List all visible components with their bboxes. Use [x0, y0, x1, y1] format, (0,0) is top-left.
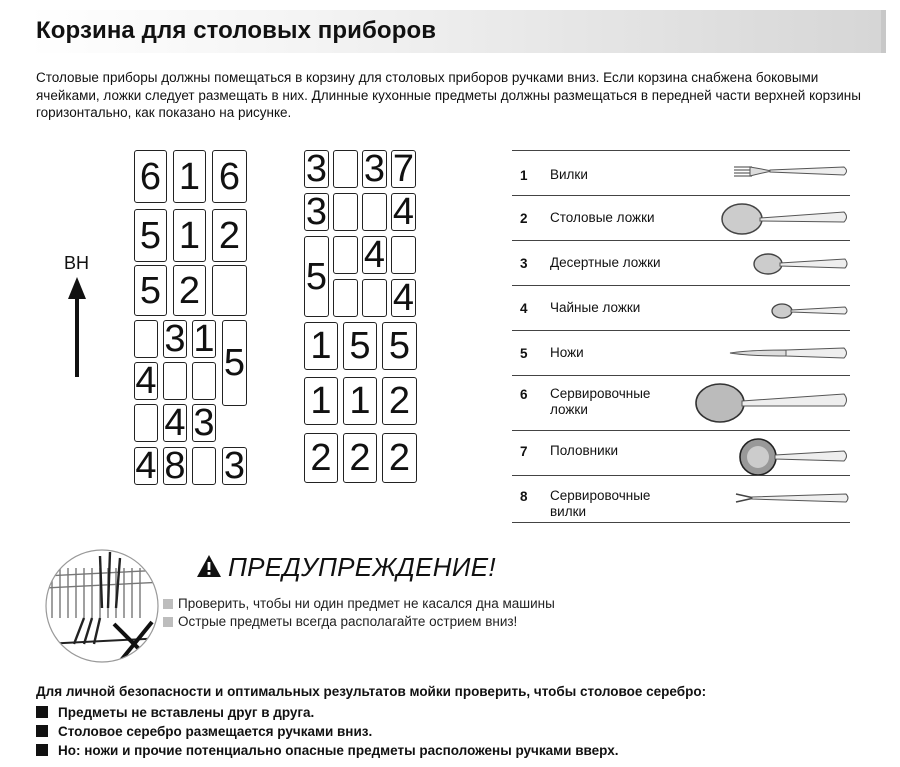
legend-number: 4 — [520, 301, 528, 316]
basket-cell: 4 — [392, 277, 415, 319]
legend-row — [512, 475, 850, 522]
basket-cell: 3 — [164, 318, 186, 360]
basket-cell: 5 — [343, 322, 377, 370]
tablespoon-icon — [720, 201, 850, 242]
safety-item: Столовое серебро размещается ручками вниз. — [36, 724, 372, 739]
basket-cell — [391, 236, 416, 274]
basket-cell: 2 — [382, 377, 417, 425]
basket-cell: 3 — [223, 445, 246, 487]
legend-number: 1 — [520, 168, 528, 183]
legend-name: Ножи — [550, 345, 584, 360]
legend-name: Половники — [550, 443, 619, 458]
bullet-square-icon — [36, 725, 48, 737]
basket-cell: 4 — [392, 191, 415, 233]
knife-icon — [728, 344, 850, 367]
legend-number: 7 — [520, 444, 528, 459]
basket-cell — [134, 404, 158, 442]
basket-cell: 5 — [134, 265, 167, 316]
basket-cell: 5 — [382, 322, 417, 370]
safety-item: Но: ножи и прочие потенциально опасные предметы расположены ручками вверх. — [36, 743, 618, 758]
fork-icon — [732, 161, 850, 186]
basket-cell: 5 — [222, 320, 247, 406]
basket-cell: 8 — [164, 445, 186, 487]
basket-cell: 1 — [173, 209, 206, 262]
title-bar — [28, 10, 886, 53]
basket-cell: 3 — [305, 148, 328, 190]
intro-text: Столовые приборы должны помещаться в корзину для столовых приборов ручками вниз. Если корзина снабжена боковыми ячейками, ложки следует размещать в них. Длинные кухонные предметы должны размещаться в передней части верхней корзины горизонтально, как показано на рисунке. — [36, 70, 861, 120]
legend-name: Вилки — [550, 167, 588, 182]
basket-cell: 6 — [212, 150, 247, 203]
teaspoon-icon — [770, 301, 850, 326]
basket-cell — [362, 193, 387, 231]
warning-title: ПРЕДУПРЕЖДЕНИЕ! — [228, 552, 496, 582]
serving-spoon-icon — [694, 381, 850, 430]
basket-cell: 4 — [363, 234, 386, 276]
basket-cell — [362, 279, 387, 317]
basket-cell — [134, 320, 158, 358]
legend-row — [512, 195, 850, 240]
legend-name: Сервировочные вилки — [550, 488, 651, 519]
legend-row — [512, 330, 850, 375]
page-title: Корзина для столовых приборов — [36, 17, 437, 44]
legend-name: Десертные ложки — [550, 255, 661, 270]
legend-row — [512, 285, 850, 330]
legend-bottom-rule — [512, 522, 850, 523]
basket-cell: 6 — [134, 150, 167, 203]
basket-cell — [192, 362, 216, 400]
basket-cell — [333, 236, 358, 274]
legend-row — [512, 240, 850, 285]
dessert-spoon-icon — [752, 251, 850, 282]
basket-cell: 2 — [212, 209, 247, 262]
basket-cell: 5 — [134, 209, 167, 262]
basket-cell: 1 — [193, 318, 215, 360]
legend-number: 3 — [520, 256, 528, 271]
basket-cell: 2 — [343, 433, 377, 483]
basket-cell: 3 — [363, 148, 386, 190]
basket-cell: 4 — [135, 360, 157, 402]
direction-label: ВН — [64, 253, 90, 273]
basket-cell: 4 — [164, 402, 186, 444]
bullet-square-icon — [163, 617, 173, 627]
basket-cell: 7 — [392, 148, 415, 190]
legend-name: Чайные ложки — [550, 300, 641, 315]
basket-cell — [333, 193, 358, 231]
serving-fork-icon — [734, 488, 850, 513]
basket-cell — [333, 279, 358, 317]
legend-row — [512, 430, 850, 475]
legend-row — [512, 375, 850, 430]
warning-item: Проверить, чтобы ни один предмет не касался дна машины — [163, 596, 555, 611]
basket-cell: 2 — [382, 433, 417, 483]
safety-heading: Для личной безопасности и оптимальных результатов мойки проверить, чтобы столовое серебро: — [36, 684, 707, 699]
bullet-square-icon — [36, 744, 48, 756]
legend-number: 6 — [520, 387, 528, 402]
legend-number: 5 — [520, 346, 528, 361]
legend-number: 2 — [520, 211, 528, 226]
legend-number: 8 — [520, 489, 528, 504]
basket-cell — [192, 447, 216, 485]
up-arrow-icon — [62, 275, 92, 379]
basket-cell — [333, 150, 358, 188]
safety-item: Предметы не вставлены друг в друга. — [36, 705, 314, 720]
basket-cell — [163, 362, 187, 400]
basket-cell: 1 — [343, 377, 377, 425]
basket-cell: 1 — [304, 377, 338, 425]
legend-name: Сервировочные ложки — [550, 386, 651, 417]
basket-cell: 4 — [135, 445, 157, 487]
basket-bottom-warning-icon — [44, 548, 164, 668]
basket-cell: 2 — [173, 265, 206, 316]
bullet-square-icon — [163, 599, 173, 609]
basket-cell: 5 — [304, 236, 329, 317]
legend-name: Столовые ложки — [550, 210, 655, 225]
basket-cell: 2 — [304, 433, 338, 483]
basket-cell: 1 — [304, 322, 338, 370]
basket-cell — [212, 265, 247, 316]
basket-cell: 3 — [305, 191, 328, 233]
bullet-square-icon — [36, 706, 48, 718]
legend-row — [512, 150, 850, 195]
basket-cell: 3 — [193, 402, 215, 444]
warning-item: Острые предметы всегда располагайте острием вниз! — [163, 614, 517, 629]
basket-cell: 1 — [173, 150, 206, 203]
